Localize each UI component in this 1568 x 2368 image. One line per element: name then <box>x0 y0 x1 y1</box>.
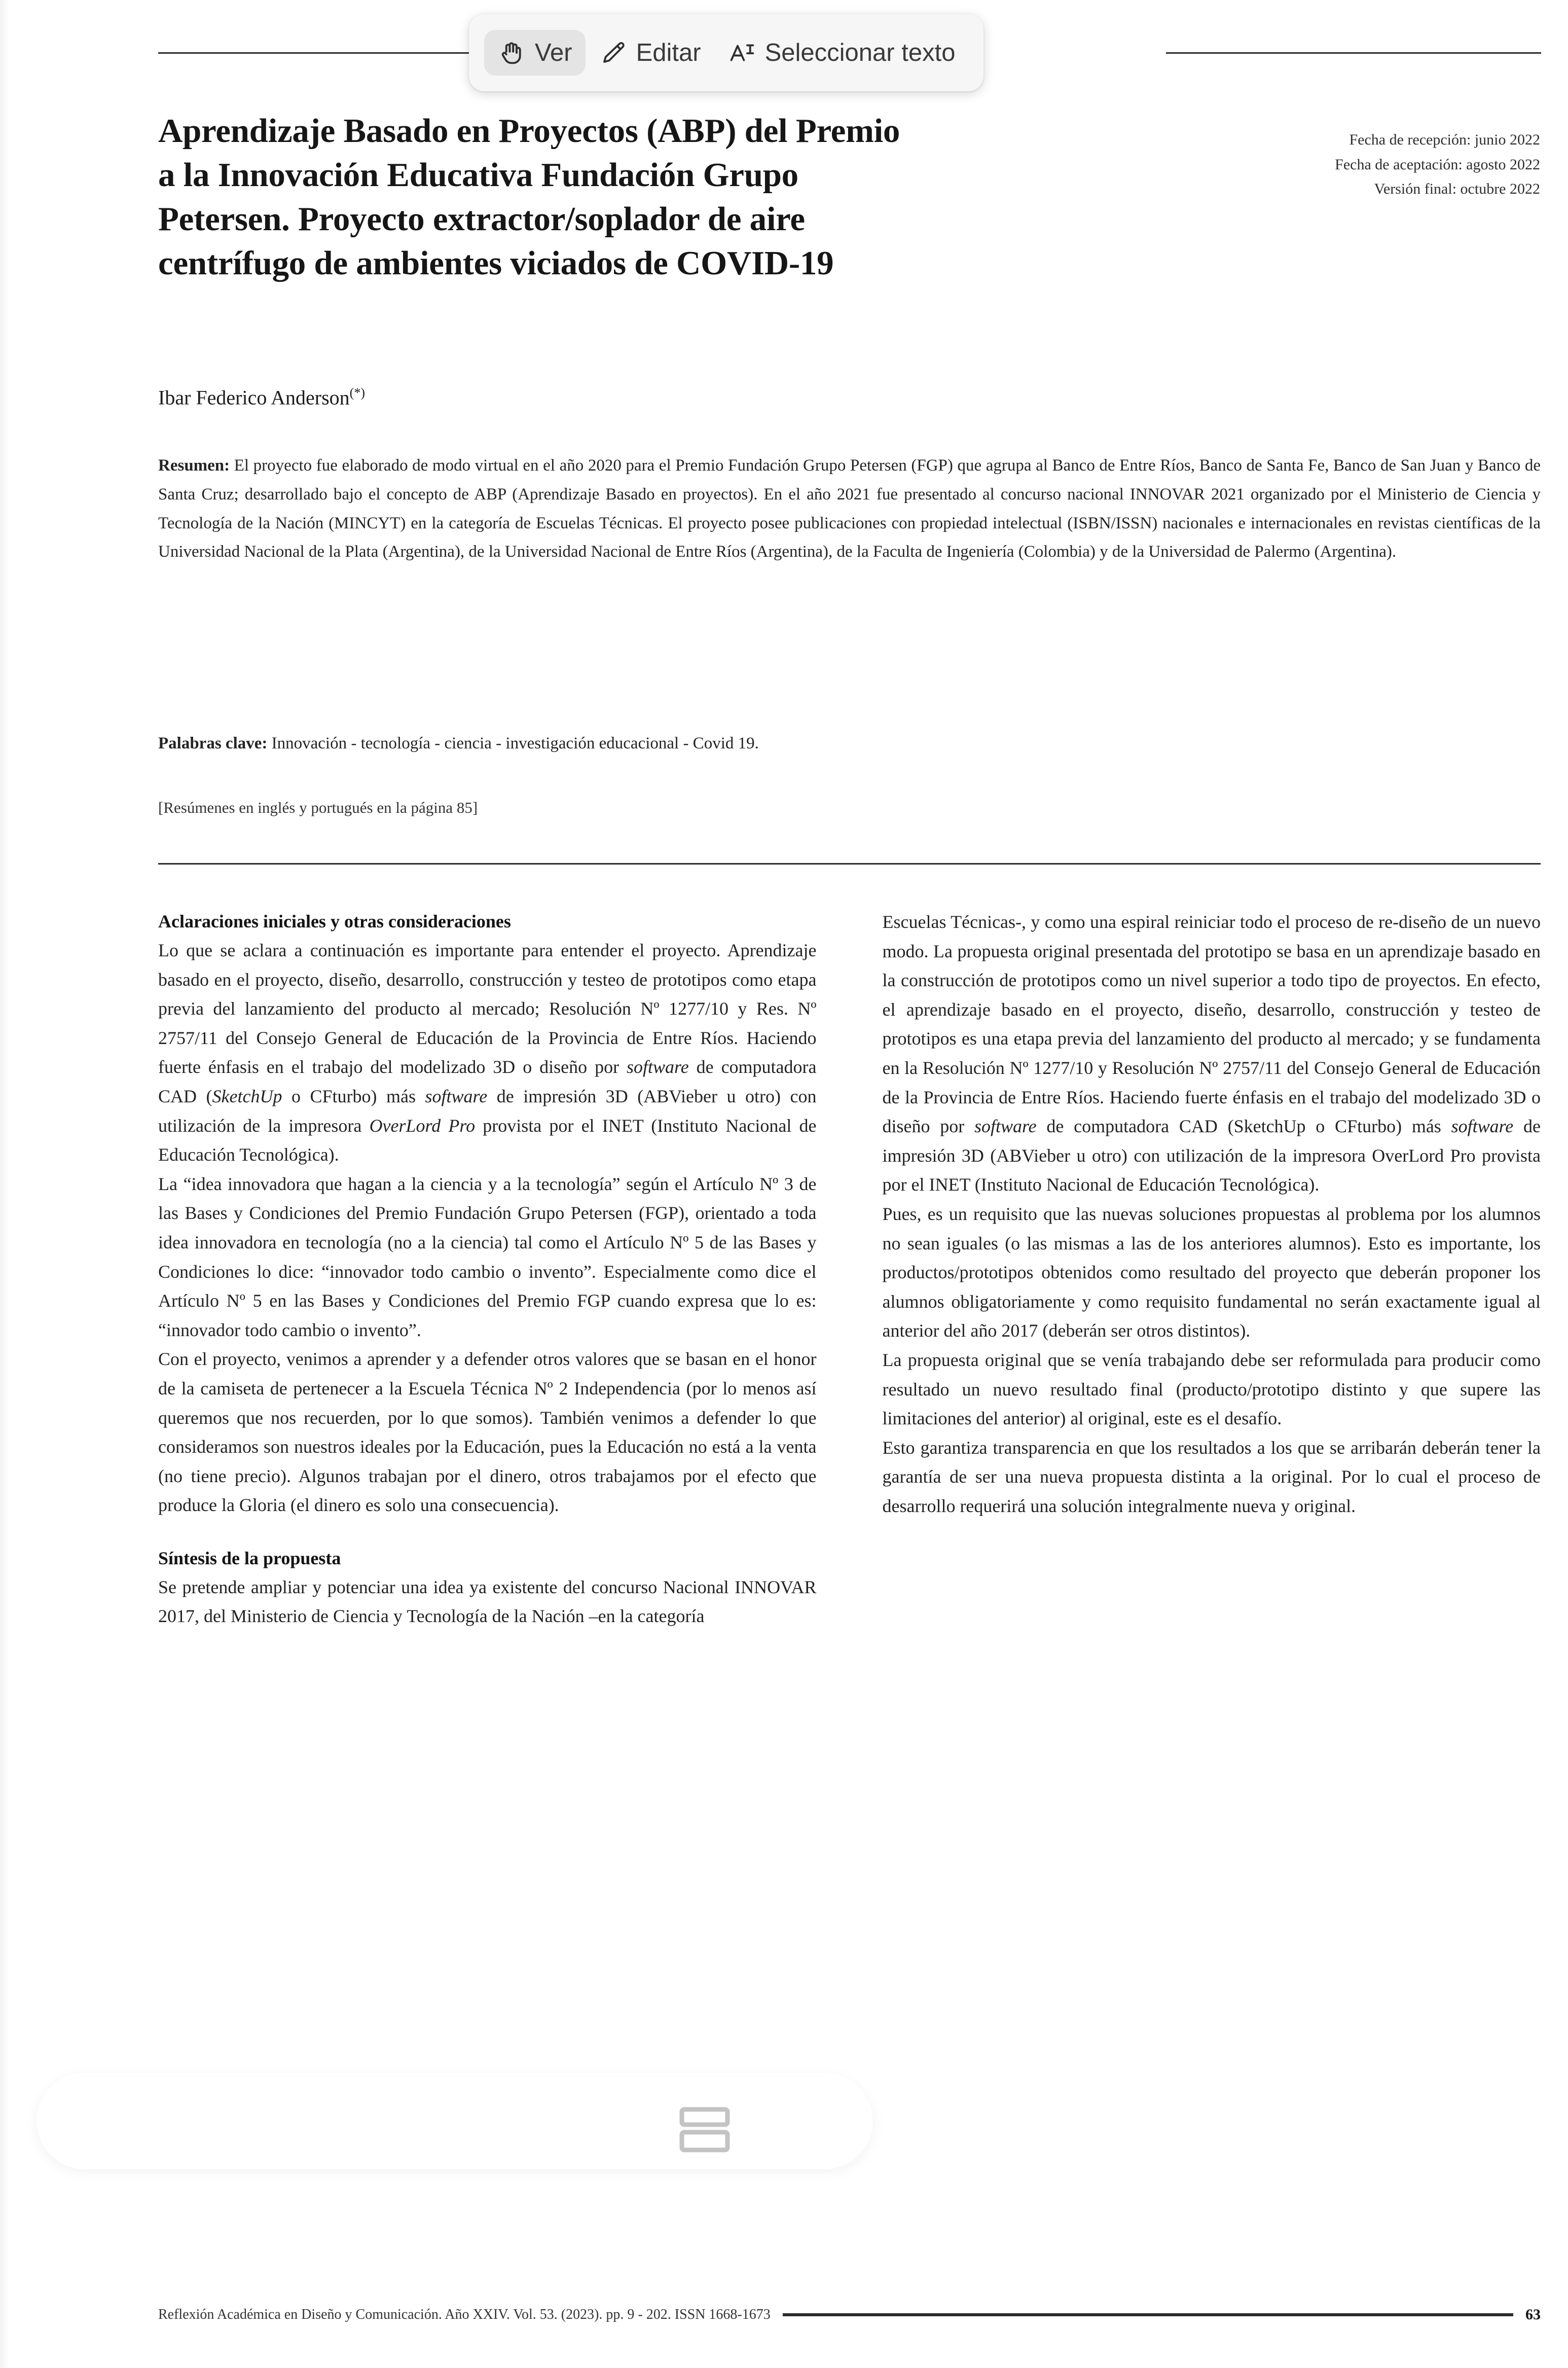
paragraph-text: de computadora CAD ( <box>158 1057 817 1106</box>
translated-abstracts-note: [Resúmenes en inglés y portugués en la página 85] <box>158 799 478 816</box>
pdf-viewer-toolbar[interactable] <box>469 14 983 91</box>
date-reception: Fecha de recepción: junio 2022 <box>1349 131 1540 148</box>
hand-icon <box>497 38 527 67</box>
title-block <box>158 109 908 285</box>
date-final-version: Versión final: octubre 2022 <box>1374 181 1540 198</box>
tool-select-text-button[interactable] <box>714 30 969 76</box>
paragraph: Se pretende ampliar y potenciar una idea ya existente del concurso Nacional INNOVAR 2017, del Ministerio de Ciencia y Tecnología de la Nación –en la categoría <box>158 1576 817 1627</box>
italic-term: OverLord Pro <box>369 1115 476 1136</box>
tool-edit-label: Editar <box>636 39 701 66</box>
abstract-paragraph <box>158 451 1541 566</box>
keywords-text: Innovación - tecnología - ciencia - investigación educacional - Covid 19. <box>267 734 759 752</box>
abstract-label: Resumen: <box>158 456 230 475</box>
italic-term: software <box>425 1086 488 1106</box>
pencil-icon <box>599 38 628 67</box>
abstract-text: El proyecto fue elaborado de modo virtual en el año 2020 para el Premio Fundación Grupo Petersen (FGP) que agrupa al Banco de Entre Ríos, Banco de Santa Fe, Banco de San Juan y Banco de Santa Cruz; desarrollado bajo el concepto de ABP (Aprendizaje Basado en proyectos). En el año 2021 fue presentado al concurso nacional INNOVAR 2021 organizado por el Ministerio de Ciencia y Tecnología de la Nación (MINCYT) en la categoría de Escuelas Técnicas. El proyecto posee publicaciones con propiedad intelectual (ISBN/ISSN) nacionales e internacionales en revistas científicas de la Universidad Nacional de la Plata (Argentina), de la Universidad Nacional de Entre Ríos (Argentina), de la Faculta de Ingeniería (Colombia) y de la Universidad de Palermo (Argentina). <box>158 456 1541 561</box>
author-name: Ibar Federico Anderson <box>158 386 350 409</box>
footer-citation: Reflexión Académica en Diseño y Comunicación. Año XXIV. Vol. 53. (2023). pp. 9 - 202. ISSN 1668-1673 <box>158 2307 771 2322</box>
paragraph <box>158 936 817 1170</box>
section-divider <box>158 863 1541 865</box>
publication-dates <box>1084 128 1540 202</box>
header-rule-right <box>1166 52 1541 54</box>
paragraph: Esto garantiza transparencia en que los resultados a los que se arribarán deberán tener la garantía de ser una nueva propuesta distinta a la original. Por lo cual el proceso de desarrollo requerirá una solución integralmente nueva y original. <box>882 1437 1541 1516</box>
keywords-label: Palabras clave: <box>158 734 268 752</box>
body-columns <box>158 908 1541 1631</box>
footer-rule <box>783 2313 1513 2316</box>
tool-edit-button[interactable] <box>586 30 714 76</box>
tool-view-label: Ver <box>535 39 572 66</box>
page-number: 63 <box>1525 2306 1541 2323</box>
paragraph-text: de computadora CAD (SketchUp o CFturbo) más <box>1036 1116 1451 1137</box>
header-rule-left <box>158 52 472 54</box>
paragraph-text: Lo que se aclara a continuación es importante para entender el proyecto. Aprendizaje basado en el proyecto, diseño, desarrollo, construcción y testeo de prototipos como etapa previa del lanzamiento del producto al mercado; Resolución Nº 1277/10 y Res. Nº 2757/11 del Consejo General de Educación de la Provincia de Entre Ríos. Haciendo fuerte énfasis en el trabajo del modelizado 3D o diseño por <box>158 940 817 1078</box>
date-acceptance: Fecha de aceptación: agosto 2022 <box>1335 156 1540 173</box>
paragraph-text: de impresión 3D (ABVieber u otro) con utilización de la impresora <box>158 1086 817 1136</box>
paragraph-text: provista por el INET (Instituto Nacional de Educación Tecnológica). <box>158 1115 817 1165</box>
section-heading-aclaraciones: Aclaraciones iniciales y otras consideraciones <box>158 911 511 931</box>
author-line <box>158 385 365 409</box>
italic-term: software <box>974 1116 1037 1137</box>
paragraph: Con el proyecto, venimos a aprender y a defender otros valores que se basan en el honor de la camiseta de pertenecer a la Escuela Técnica Nº 2 Independencia (por lo menos así queremos que nos recuerden, por lo que somos). También venimos a defender lo que consideramos son nuestros ideales por la Educación, pues la Educación no está a la venta (no tiene precio). Algunos trabajan por el dinero, otros trabajamos por el efecto que produce la Gloria (el dinero es solo una consecuencia). <box>158 1349 817 1516</box>
select-text-icon <box>727 38 757 67</box>
page-edge-shadow <box>0 0 9 2368</box>
paragraph: Pues, es un requisito que las nuevas soluciones propuestas al problema por los alumnos no sean iguales (o las mismas a las de los anteriores alumnos). Esto es importante, los productos/prototipos obtenidos como resultado del proyecto que deberán proponer los alumnos obligatoriamente y como requisito fundamental no serán exactamente igual al anterior del año 2017 (deberán ser otros distintos). <box>882 1203 1541 1341</box>
author-affiliation-mark: (*) <box>349 385 365 400</box>
italic-term: software <box>1451 1116 1514 1137</box>
page-view-icon <box>674 2099 735 2160</box>
italic-term: SketchUp <box>212 1086 282 1106</box>
paragraph <box>883 908 1541 1200</box>
italic-term: software <box>627 1057 689 1078</box>
tool-select-text-label: Seleccionar texto <box>764 39 956 66</box>
paragraph-text: o CFturbo) más <box>282 1086 425 1106</box>
column-left <box>158 908 817 1631</box>
column-right <box>883 908 1541 1631</box>
paragraph-text: Escuelas Técnicas-, y como una espiral reiniciar todo el proceso de re-diseño de un nuevo modo. La propuesta original presentada del prototipo se basa en un aprendizaje basado en la construcción de prototipos como un nivel superior a todo tipo de proyectos. En efecto, el aprendizaje basado en el proyecto, diseño, desarrollo, construcción y testeo de prototipos es una etapa previa del lanzamiento del producto al mercado; y se fundamenta en la Resolución Nº 1277/10 y Resolución Nº 2757/11 del Consejo General de Educación de la Provincia de Entre Ríos. Haciendo fuerte énfasis en el trabajo del modelizado 3D o diseño por <box>882 912 1541 1137</box>
tool-view-button[interactable] <box>484 30 586 76</box>
paragraph-text: de impresión 3D (ABVieber u otro) con utilización de la impresora OverLord Pro provista por el INET (Instituto Nacional de Educación Tecnológica). <box>882 1116 1541 1195</box>
paragraph: La propuesta original que se venía trabajando debe ser reformulada para producir como resultado un nuevo resultado final (producto/prototipo distinto y que supere las limitaciones del anterior) al original, este es el desafío. <box>882 1349 1541 1429</box>
paragraph: La “idea innovadora que hagan a la ciencia y a la tecnología” según el Artículo Nº 3 de las Bases y Condiciones del Premio Fundación Grupo Petersen (FGP), orientado a toda idea innovadora en tecnología (no a la ciencia) tal como el Artículo Nº 5 de las Bases y Condiciones lo dice: “innovador todo cambio o invento”. Especialmente como dice el Artículo Nº 5 en las Bases y Condiciones del Premio FGP cuando expresa que lo es: “innovador todo cambio o invento”. <box>158 1173 817 1340</box>
keywords-line <box>158 730 1541 757</box>
section-heading-sintesis: Síntesis de la propuesta <box>158 1548 341 1568</box>
page-title: Aprendizaje Basado en Proyectos (ABP) del Premio a la Innovación Educativa Fundación Grupo Petersen. Proyecto extractor/soplador de aire centrífugo de ambientes viciados de COVID-19 <box>158 112 900 282</box>
page-footer <box>158 2306 1541 2323</box>
